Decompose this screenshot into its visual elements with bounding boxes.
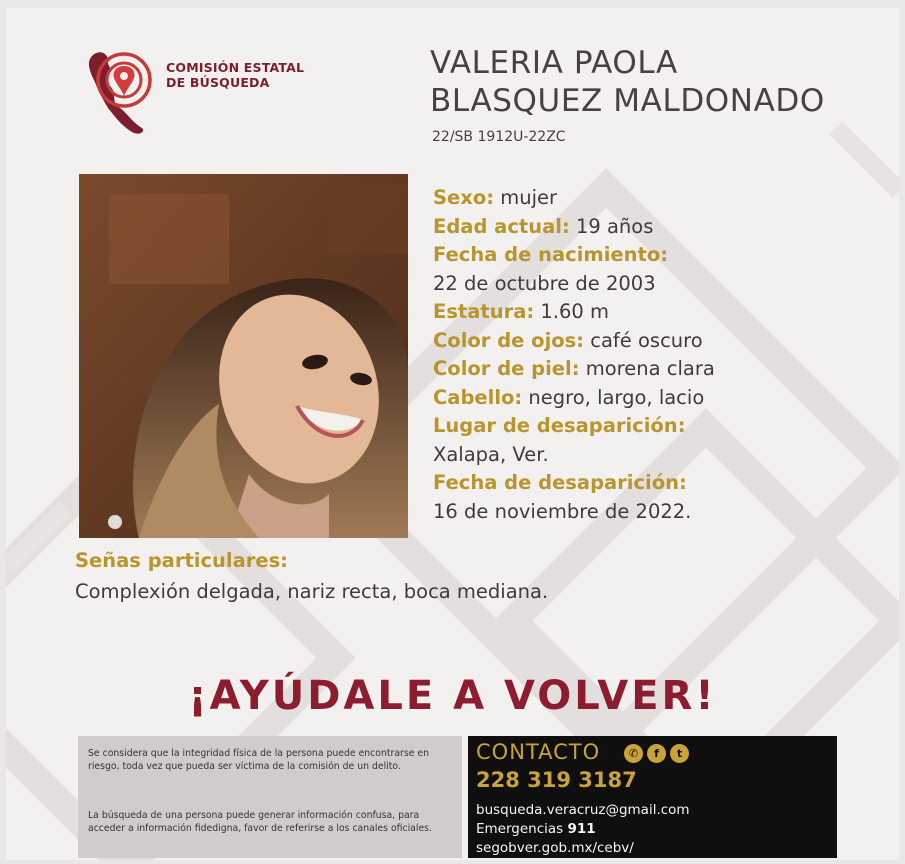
- detail-height: Estatura: 1.60 m: [433, 300, 609, 323]
- detail-birthdate-value: 22 de octubre de 2003: [433, 271, 656, 295]
- contact-icons: [624, 744, 689, 763]
- detail-place-value: Xalapa, Ver.: [433, 442, 549, 466]
- detail-date-value: 16 de noviembre de 2022.: [433, 499, 692, 523]
- person-name-line1: VALERIA PAOLA: [430, 45, 678, 81]
- twitter-icon[interactable]: t: [670, 744, 689, 763]
- case-id: 22/SB 1912U-22ZC: [432, 129, 566, 145]
- person-name: [430, 44, 825, 120]
- distinguishing-features-value: Complexión delgada, nariz recta, boca mediana.: [75, 580, 549, 603]
- emergency-number[interactable]: 911: [567, 821, 596, 837]
- disclaimer-paragraph-1: Se considera que la integridad física de la persona puede encontrarse en riesgo, toda vez que pueda ser víctima de la comisión de un delito.: [88, 748, 429, 772]
- distinguishing-features-label: Señas particulares:: [75, 549, 288, 572]
- detail-place-label: Lugar de desaparición:: [433, 414, 686, 437]
- contact-box: [468, 736, 837, 858]
- disclaimer-box: [78, 736, 462, 858]
- agency-name-line1: COMISIÓN ESTATAL: [166, 60, 305, 75]
- detail-hair: Cabello: negro, largo, lacio: [433, 385, 705, 409]
- detail-birthdate-label: Fecha de nacimiento:: [433, 243, 669, 266]
- emergency-label: Emergencias: [476, 821, 564, 837]
- contact-email[interactable]: busqueda.veracruz@gmail.com: [476, 802, 690, 818]
- phone-icon[interactable]: ✆: [624, 744, 643, 763]
- person-details: [433, 184, 863, 526]
- detail-date-label: Fecha de desaparición:: [433, 471, 687, 494]
- detail-sex: Sexo: mujer: [433, 186, 558, 209]
- contact-title: CONTACTO: [476, 740, 601, 764]
- slogan: ¡AYÚDALE A VOLVER!: [188, 673, 717, 719]
- contact-website[interactable]: segobver.gob.mx/cebv/: [476, 840, 634, 856]
- person-name-line2: BLASQUEZ MALDONADO: [430, 83, 825, 119]
- agency-name: [166, 60, 304, 90]
- detail-eye-color: Color de ojos: café oscuro: [433, 328, 703, 352]
- person-photo: [79, 174, 408, 538]
- contact-emergency: [476, 821, 596, 837]
- agency-name-line2: DE BÚSQUEDA: [166, 75, 270, 90]
- agency-logo: [80, 42, 330, 142]
- missing-person-poster: [6, 8, 899, 860]
- facebook-icon[interactable]: f: [647, 744, 666, 763]
- contact-phone[interactable]: 228 319 3187: [476, 768, 637, 792]
- detail-age: Edad actual: 19 años: [433, 214, 654, 238]
- detail-skin-color: Color de piel: morena clara: [433, 357, 715, 380]
- disclaimer-paragraph-2: La búsqueda de una persona puede generar información confusa, para acceder a información fidedigna, favor de referirse a los canales oficiales.: [88, 810, 432, 834]
- distinguishing-features: [75, 545, 548, 607]
